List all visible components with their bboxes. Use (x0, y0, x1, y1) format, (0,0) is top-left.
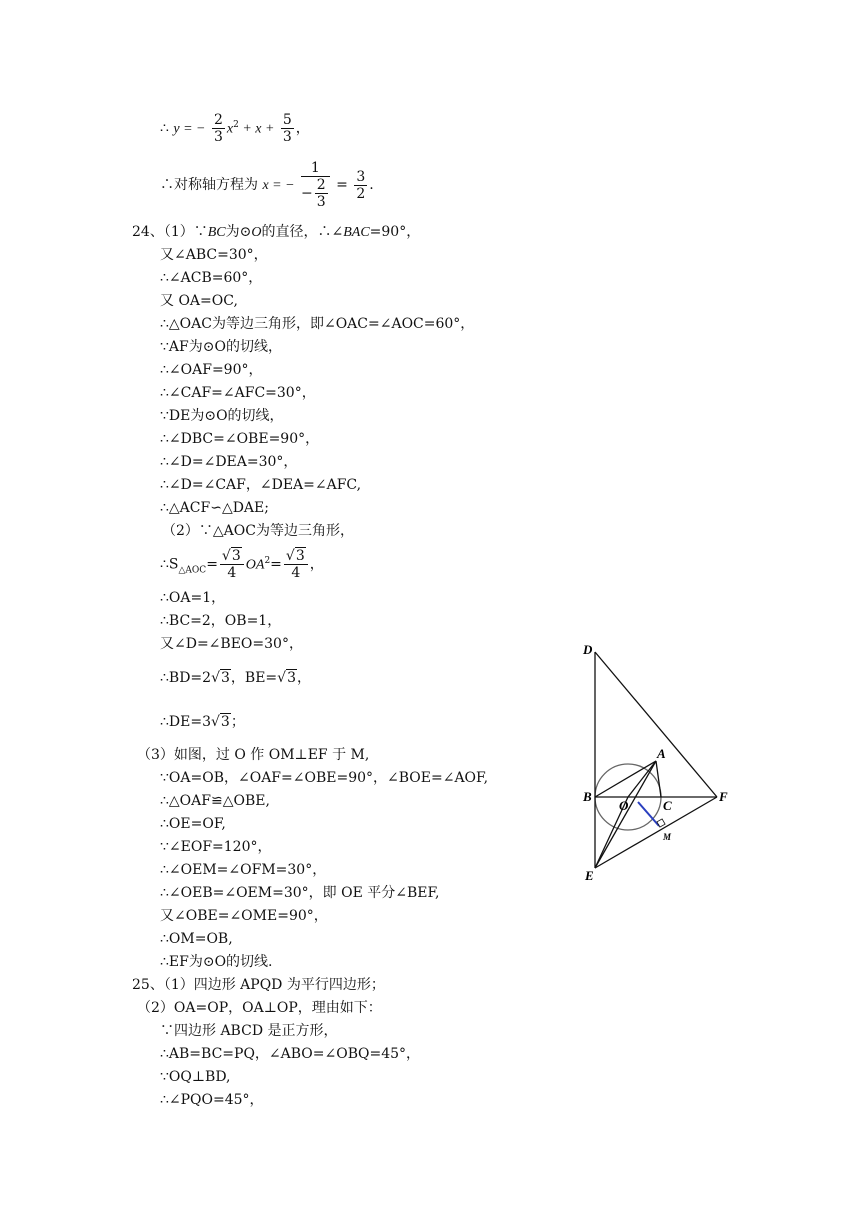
equation-bd-be: ∴BD=2√3，BE=√3， (160, 670, 311, 686)
text-line: ∴∠OEM=∠OFM=30°， (160, 862, 327, 878)
line-ef (595, 797, 717, 868)
fraction-two-thirds: $\frac{2}{3}$ (213, 112, 223, 145)
y-equals: y = − (173, 121, 206, 137)
text-line: ∵∠EOF=120°， (160, 839, 272, 855)
label-m: M (663, 832, 672, 842)
text-line: ∵AF为⊙O的切线， (160, 339, 282, 355)
text-line: ∴∠D=∠CAF，∠DEA=∠AFC, (160, 477, 362, 493)
text-line: ∴∠D=∠DEA=30°， (160, 454, 298, 470)
fraction-five-thirds: $\frac{5}{3}$ (282, 112, 292, 145)
text-line: ∴△ACF∽△DAE; (160, 500, 269, 516)
text-line: （2）∵△AOC为等边三角形， (162, 523, 354, 539)
text-line: ∴OE=OF, (160, 816, 226, 832)
label-c: C (663, 798, 672, 813)
text-line: ∴OA=1， (160, 590, 226, 606)
text-line: ∴AB=BC=PQ，∠ABO=∠OBQ=45°， (160, 1046, 421, 1062)
label-b: B (583, 789, 592, 804)
text-line: 25、（1）四边形 APQD 为平行四边形； (132, 977, 385, 993)
label-o: O (619, 798, 629, 813)
text-line: ∴∠DBC=∠OBE=90°， (160, 431, 320, 447)
text-line: 又∠ABC=30°， (160, 247, 268, 263)
text-line: ∴△OAF≌△OBE, (160, 793, 270, 809)
equation-de: ∴DE=3√3； (160, 714, 245, 730)
text-line: ∵四边形 ABCD 是正方形， (160, 1023, 338, 1039)
text-line: ∴△OAC为等边三角形，即∠OAC=∠AOC=60°， (160, 316, 475, 332)
text-line: ∴EF为⊙O的切线. (160, 954, 273, 970)
text-line: ∴∠ACB=60°， (160, 270, 263, 286)
text-line: 又∠OBE=∠OME=90°， (160, 908, 328, 924)
text-line: 又 OA=OC, (160, 293, 238, 309)
line-ba (595, 761, 656, 797)
text-line: ∴∠PQO=45°， (160, 1092, 264, 1108)
text-line: ∴∠OEB=∠OEM=30°，即 OE 平分∠BEF, (160, 885, 440, 901)
line-oa (628, 761, 656, 797)
equation-axis: ∴对称轴方程为 x = − 1 − $\frac{2}{3}$ = $\frac{3}{2}$ . (160, 160, 374, 210)
line-df (595, 652, 717, 797)
equation-area: $\therefore S_{\triangle AOC}=$ $\frac{√3}{4}$ $OA^2=$ $\frac{√3}{4}$ ， (160, 548, 324, 581)
equation-parabola: ∴ y = − $\frac{2}{3}$ $x^2 + x$ + $\frac{5}{3}$ ， (160, 112, 310, 145)
text-line: （3）如图，过 O 作 OM⊥EF 于 M, (137, 747, 370, 763)
fraction-three-halves: $\frac{3}{2}$ (356, 168, 366, 202)
label-a: A (657, 746, 666, 761)
text-line: ∵OA=OB，∠OAF=∠OBE=90°，∠BOE=∠AOF, (160, 770, 489, 786)
label-d: D (583, 642, 593, 657)
text-line: ∴∠CAF=∠AFC=30°， (160, 385, 316, 401)
line-ea (595, 761, 656, 868)
geometry-figure (575, 640, 745, 885)
text-line: ∴BC=2，OB=1， (160, 613, 282, 629)
label-e: E (585, 868, 594, 883)
therefore-symbol: ∴ (160, 120, 169, 137)
text-line: ∴∠OAF=90°， (160, 362, 263, 378)
label-f: F (719, 789, 728, 804)
text-line: （2）OA=OP，OA⊥OP，理由如下： (137, 1000, 382, 1016)
text-line: ∵DE为⊙O的切线， (160, 408, 284, 424)
line-ac (656, 761, 661, 797)
text-line: 又∠D=∠BEO=30°， (160, 636, 303, 652)
text-line: ∵OQ⊥BD, (160, 1069, 231, 1085)
q24-header: 24、（1）∵BC为⊙O的直径，∴∠BAC=90°， (132, 224, 421, 240)
fraction-complex: 1 − $\frac{2}{3}$ (301, 160, 330, 210)
text-line: ∴OM=OB, (160, 931, 233, 947)
